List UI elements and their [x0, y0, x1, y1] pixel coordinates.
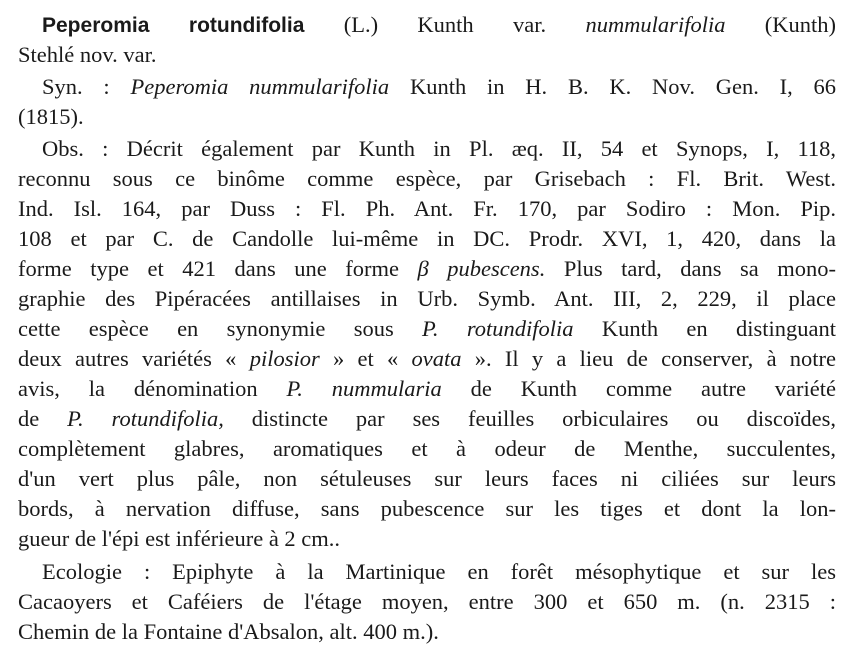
- ecology-line-2: Cacaoyers et Caféiers de l'étage moyen, entre 300 et 650 m. (n. 2315 :: [18, 589, 836, 614]
- observations-line-3: Ind. Isl. 164, par Duss : Fl. Ph. Ant. Fr. 170, par Sodiro : Mon. Pip.: [18, 196, 836, 221]
- heading-line-2: Stehlé nov. var.: [18, 42, 157, 67]
- obs-text: deux autres variétés «: [18, 346, 237, 371]
- obs-italic-taxon: P. rotundifolia: [422, 316, 574, 341]
- observations-line-8: [18, 344, 836, 374]
- obs-text: » et «: [333, 346, 399, 371]
- obs-text: forme type et 421 dans une forme: [18, 256, 399, 281]
- synonym-name: Peperomia nummularifolia: [130, 74, 390, 99]
- observations-line-2: reconnu sous ce binôme comme espèce, par Grisebach : Fl. Brit. West.: [18, 166, 836, 191]
- observations-line-14: gueur de l'épi est inférieure à 2 cm..: [18, 526, 341, 551]
- species-name: Peperomia rotundifolia: [42, 14, 305, 37]
- observations-line-5: [18, 254, 836, 284]
- observations-line-13: bords, à nervation diffuse, sans pubescence sur les tiges et dont la lon-: [18, 496, 836, 521]
- observations-line-6: graphie des Pipéracées antillaises in Urb. Symb. Ant. III, 2, 229, il place: [18, 286, 836, 311]
- variety-name: nummularifolia: [585, 12, 726, 37]
- obs-text: de Kunth comme autre variété: [470, 376, 837, 401]
- obs-text: Kunth en distinguant: [601, 316, 836, 341]
- observations-line-7: [18, 314, 836, 344]
- synonymy-line-2: (1815).: [18, 104, 84, 129]
- obs-text: Plus tard, dans sa mono-: [563, 256, 837, 281]
- ecology-line-1: Ecologie : Epiphyte à la Martinique en forêt mésophytique et sur les: [42, 559, 836, 584]
- obs-italic-taxon: P. rotundifolia,: [67, 406, 224, 431]
- obs-text: avis, la dénomination: [18, 376, 258, 401]
- ecology-line-3: Chemin de la Fontaine d'Absalon, alt. 400 m.).: [18, 619, 439, 644]
- obs-text: ». Il y a lieu de conserver, à notre: [474, 346, 837, 371]
- observations-line-4: 108 et par C. de Candolle lui-même in DC. Prodr. XVI, 1, 420, dans la: [18, 226, 836, 251]
- obs-italic-taxon: P. nummularia: [286, 376, 442, 401]
- species-author: (L.) Kunth var.: [343, 12, 547, 37]
- synonym-citation: Kunth in H. B. K. Nov. Gen. I, 66: [409, 74, 837, 99]
- obs-italic-taxon: β pubescens.: [417, 256, 546, 281]
- variety-author: (Kunth): [764, 12, 837, 37]
- observations-line-10: [18, 404, 836, 434]
- obs-text: cette espèce en synonymie sous: [18, 316, 394, 341]
- obs-text: de: [18, 406, 40, 431]
- observations-line-1: Obs. : Décrit également par Kunth in Pl. æq. II, 54 et Synops, I, 118,: [42, 136, 836, 161]
- obs-italic-taxon: pilosior: [249, 346, 320, 371]
- observations-line-11: complètement glabres, aromatiques et à odeur de Menthe, succulentes,: [18, 436, 836, 461]
- obs-text: distincte par ses feuilles orbiculaires ou discoïdes,: [251, 406, 837, 431]
- heading-line-1: [42, 10, 836, 40]
- obs-italic-taxon: ovata: [411, 346, 462, 371]
- observations-line-9: [18, 374, 836, 404]
- synonymy-line-1: [42, 72, 836, 102]
- observations-line-12: d'un vert plus pâle, non sétuleuses sur leurs faces ni ciliées sur leurs: [18, 466, 836, 491]
- synonymy-label: Syn. :: [42, 74, 110, 99]
